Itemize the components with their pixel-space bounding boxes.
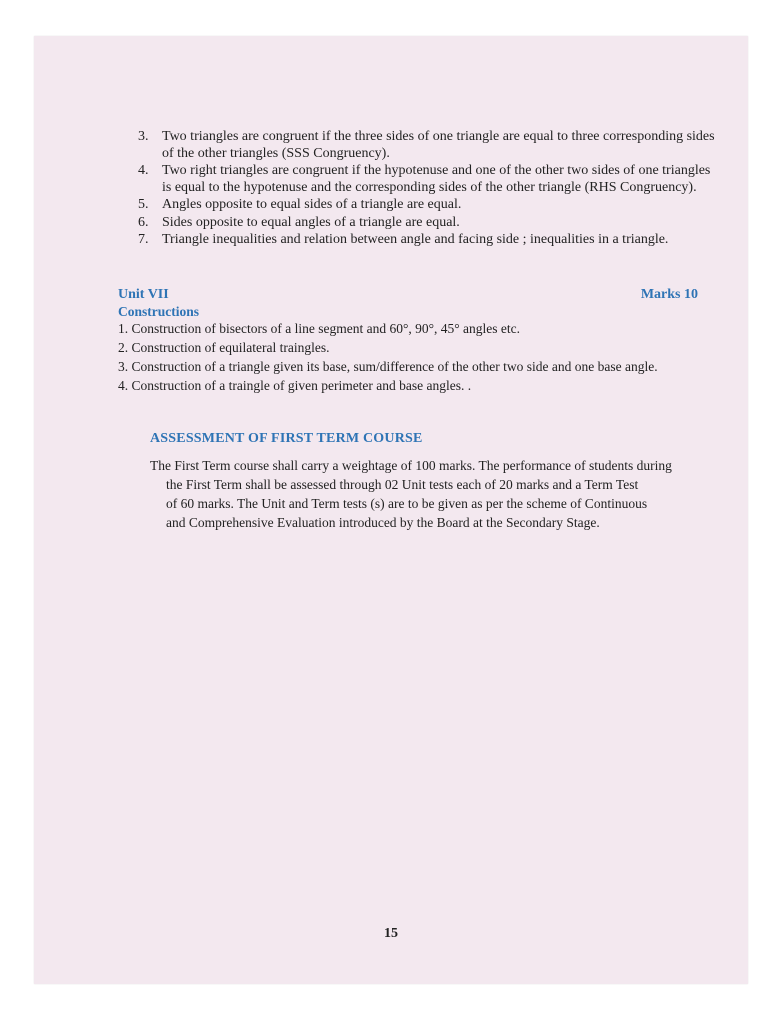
list-item-number: 7.	[138, 232, 149, 247]
list-item	[138, 232, 718, 249]
paragraph-line: and Comprehensive Evaluation introduced by the Board at the Secondary Stage.	[166, 515, 600, 530]
document-page	[34, 36, 748, 984]
list-item	[138, 215, 718, 232]
paragraph-line: of 60 marks. The Unit and Term tests (s) are to be given as per the scheme of Continuous	[166, 496, 648, 511]
list-item-text: Triangle inequalities and relation between angle and facing side ; inequalities in a triangle.	[162, 232, 669, 247]
congruency-list	[138, 129, 718, 250]
list-item	[138, 163, 718, 196]
list-item-text: Angles opposite to equal sides of a triangle are equal.	[162, 197, 462, 212]
paragraph-line: the First Term shall be assessed through 02 Unit tests each of 20 marks and a Term Test	[166, 477, 639, 492]
paragraph-line: The First Term course shall carry a weightage of 100 marks. The performance of students during	[150, 458, 672, 473]
list-item-number: 4.	[138, 163, 149, 178]
list-item-number: 3.	[138, 129, 149, 144]
list-item	[138, 197, 718, 214]
constructions-list	[118, 319, 718, 395]
section-subtitle: Constructions	[118, 304, 200, 319]
list-item: 1. Construction of bisectors of a line segment and 60°, 90°, 45° angles etc.	[118, 321, 520, 336]
assessment-paragraph	[150, 456, 712, 532]
list-item-number: 5.	[138, 197, 149, 212]
unit-header	[118, 287, 698, 303]
list-item	[138, 129, 718, 162]
unit-marks: Marks 10	[640, 287, 698, 302]
list-item-number: 6.	[138, 214, 149, 230]
list-item: 3. Construction of a triangle given its base, sum/difference of the other two side and one base angle.	[118, 359, 658, 374]
unit-title: Unit VII	[118, 287, 169, 302]
list-item: 2. Construction of equilateral traingles.	[118, 340, 330, 355]
list-item: 4. Construction of a traingle of given perimeter and base angles. .	[118, 378, 472, 393]
list-item-text: Two right triangles are congruent if the hypotenuse and one of the other two sides of one triangles is equal to the hypotenuse and the corresponding sides of the other triangle (RHS Congruency).	[162, 163, 711, 195]
page-number: 15	[384, 926, 398, 941]
list-item-text: Two triangles are congruent if the three sides of one triangle are equal to three corresponding sides of the other triangles (SSS Congruency).	[162, 129, 715, 161]
assessment-title: ASSESSMENT OF FIRST TERM COURSE	[150, 431, 423, 446]
list-item-text: Sides opposite to equal angles of a triangle are equal.	[162, 214, 460, 230]
